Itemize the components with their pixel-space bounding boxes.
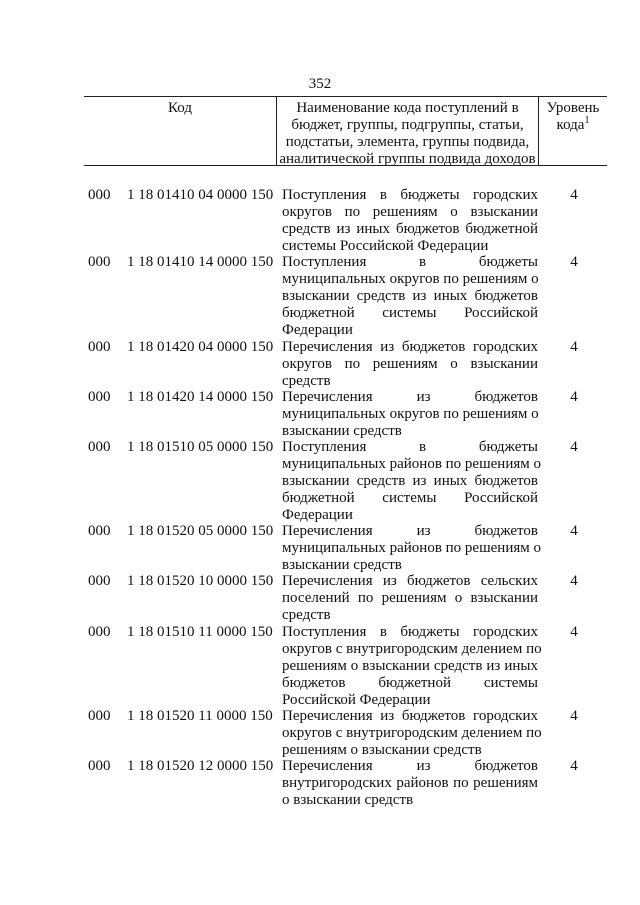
row-name (282, 254, 538, 339)
row-code: 1 18 01510 11 0000 150 (127, 624, 273, 640)
row-name-line: Перечисления из бюджетов (282, 389, 538, 405)
row-name-line: муниципальных районов по решениям о (282, 456, 541, 472)
row-level: 4 (570, 339, 578, 355)
row-name-line: округов по решениям о взыскании (282, 204, 538, 220)
row-name-line: бюджетной системы Российской (282, 305, 538, 321)
table-header (84, 96, 607, 166)
row-level: 4 (570, 758, 578, 774)
row-admin-code: 000 (88, 439, 111, 455)
row-level: 4 (570, 439, 578, 455)
row-name-line: Поступления в бюджеты (282, 254, 538, 270)
row-name-line: взыскании средств (282, 423, 402, 439)
row-admin-code: 000 (88, 339, 111, 355)
row-name-line: системы Российской Федерации (282, 238, 489, 254)
row-name-line: Федерации (282, 322, 353, 338)
header-level-line (539, 117, 607, 134)
row-admin-code: 000 (88, 708, 111, 724)
row-level: 4 (570, 254, 578, 270)
row-name-line: Перечисления из бюджетов (282, 758, 538, 774)
row-level: 4 (570, 573, 578, 589)
row-name-line: Перечисления из бюджетов сельских (282, 573, 538, 589)
row-code: 1 18 01520 10 0000 150 (127, 573, 274, 589)
footnote-marker: 1 (584, 115, 590, 126)
row-name-line: округов по решениям о взыскании (282, 356, 538, 372)
row-name-line: решениям о взыскании средств (282, 742, 482, 758)
row-admin-code: 000 (88, 523, 111, 539)
header-level-line: Уровень (546, 100, 600, 116)
row-admin-code: 000 (88, 573, 111, 589)
row-name-line: взыскании средств (282, 557, 402, 573)
row-name-line: бюджетов бюджетной системы (282, 675, 538, 691)
header-code: Код (84, 97, 277, 165)
row-name-line: средств (282, 373, 331, 389)
row-name (282, 439, 541, 524)
row-name-line: средств из иных бюджетов бюджетной (282, 221, 538, 237)
row-admin-code: 000 (88, 758, 111, 774)
row-name-line: Перечисления из бюджетов (282, 523, 538, 539)
row-name-line: Поступления в бюджеты городских (282, 187, 538, 203)
row-admin-code: 000 (88, 187, 111, 203)
row-name-line: Федерации (282, 507, 353, 523)
row-level: 4 (570, 523, 578, 539)
row-code: 1 18 01410 14 0000 150 (127, 254, 274, 270)
row-name-line: округов с внутригородским делением по (282, 641, 542, 657)
row-code: 1 18 01520 12 0000 150 (127, 758, 274, 774)
header-name (277, 97, 539, 165)
header-name-line: аналитической группы подвида доходов (279, 151, 536, 167)
row-name-line: Перечисления из бюджетов городских (282, 708, 538, 724)
row-name (282, 708, 542, 759)
row-name-line: округов с внутригородским делением по (282, 725, 542, 741)
row-name-line: взыскании средств из иных бюджетов (282, 288, 538, 304)
row-level: 4 (570, 708, 578, 724)
row-name (282, 339, 538, 390)
row-name-line: Российской Федерации (282, 692, 431, 708)
row-admin-code: 000 (88, 389, 111, 405)
row-name (282, 389, 538, 440)
row-code: 1 18 01420 04 0000 150 (127, 339, 274, 355)
row-code: 1 18 01520 11 0000 150 (127, 708, 273, 724)
row-level: 4 (570, 389, 578, 405)
row-name-line: муниципальных районов по решениям о (282, 540, 541, 556)
row-name (282, 624, 542, 709)
page-number: 352 (308, 76, 332, 92)
row-name (282, 523, 541, 574)
header-level (539, 97, 607, 165)
row-code: 1 18 01410 04 0000 150 (127, 187, 274, 203)
row-level: 4 (570, 187, 578, 203)
row-code: 1 18 01520 05 0000 150 (127, 523, 274, 539)
row-name-line: внутригородских районов по решениям (282, 775, 538, 791)
row-admin-code: 000 (88, 624, 111, 640)
row-name-line: Поступления в бюджеты городских (282, 624, 538, 640)
row-name-line: решениям о взыскании средств из иных (282, 658, 538, 674)
header-level-label: кода (556, 117, 585, 133)
row-name (282, 187, 538, 255)
row-admin-code: 000 (88, 254, 111, 270)
row-name-line: муниципальных округов по решениям о (282, 271, 539, 287)
row-name-line: Перечисления из бюджетов городских (282, 339, 538, 355)
row-name-line: поселений по решениям о взыскании (282, 590, 538, 606)
row-name-line: бюджетной системы Российской (282, 490, 538, 506)
row-name-line: о взыскании средств (282, 792, 414, 808)
row-level: 4 (570, 624, 578, 640)
row-name-line: муниципальных округов по решениям о (282, 406, 539, 422)
row-code: 1 18 01420 14 0000 150 (127, 389, 274, 405)
row-name (282, 573, 538, 624)
row-name-line: средств (282, 607, 331, 623)
header-name-line: бюджет, группы, подгруппы, статьи, (291, 117, 524, 133)
row-name-line: взыскании средств из иных бюджетов (282, 473, 538, 489)
header-name-line: подстатьи, элемента, группы подвида, (285, 134, 530, 150)
row-code: 1 18 01510 05 0000 150 (127, 439, 274, 455)
header-name-line: Наименование кода поступлений в (296, 100, 519, 116)
row-name (282, 758, 538, 809)
row-name-line: Поступления в бюджеты (282, 439, 538, 455)
